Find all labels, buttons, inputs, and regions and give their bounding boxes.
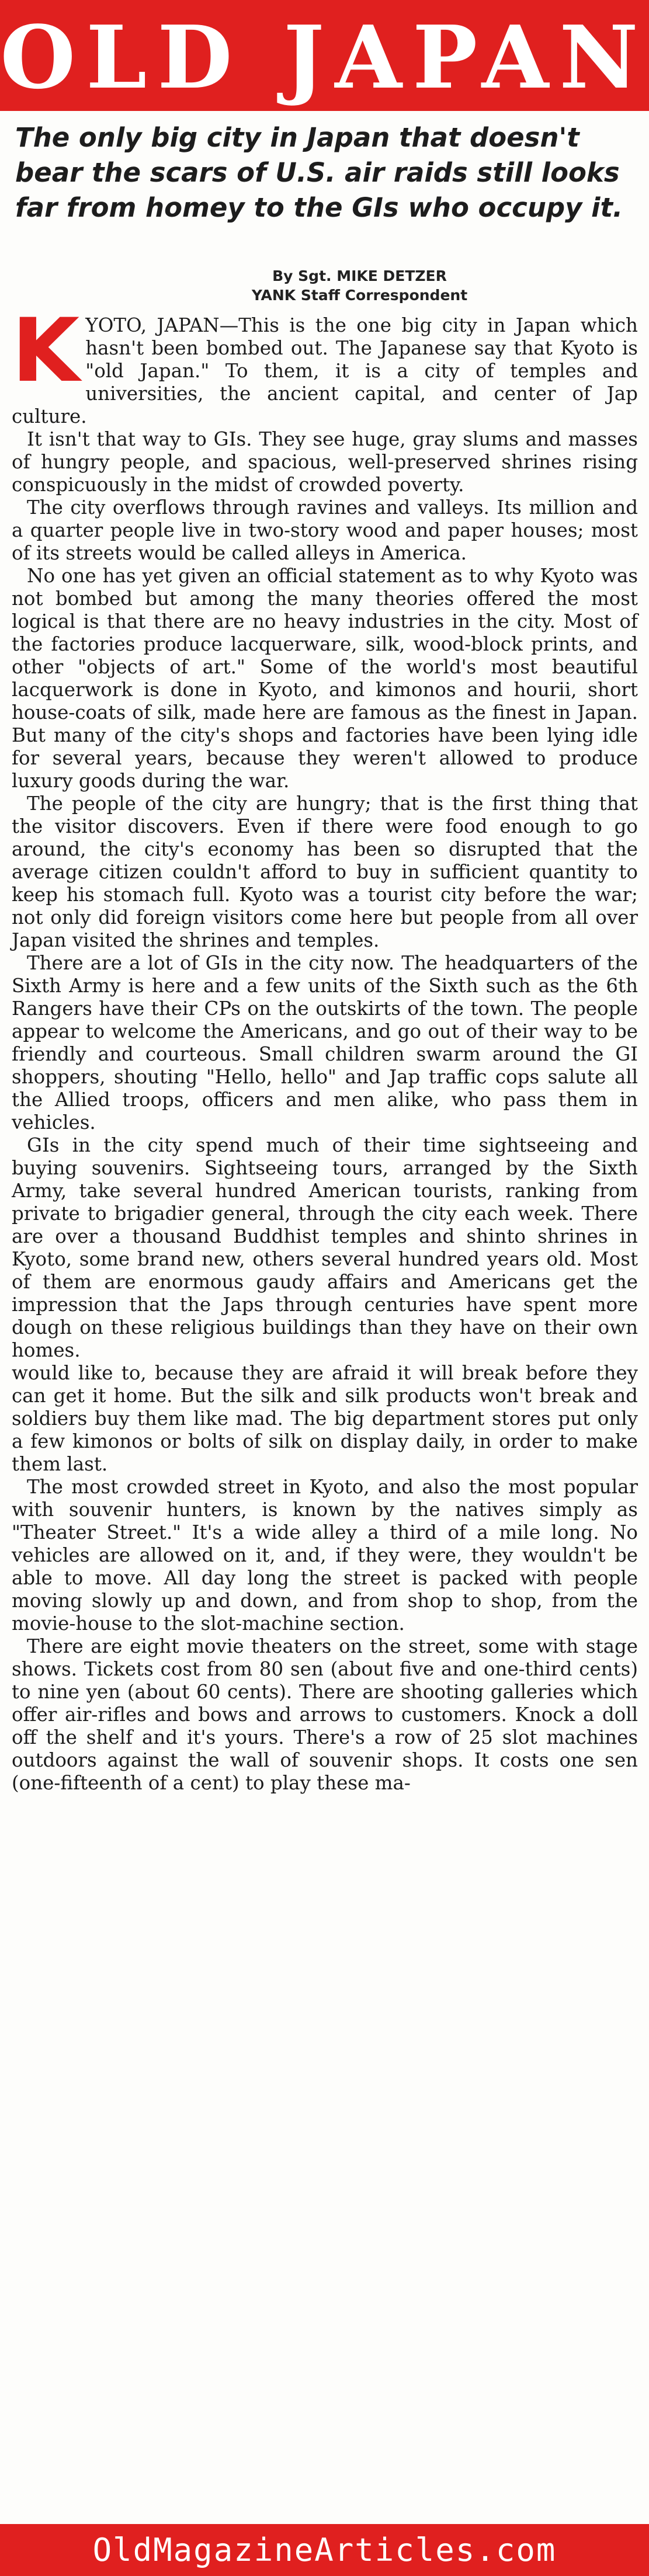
article-paragraph: The city overflows through ravines and valleys. Its million and a quarter people live in two-story wood and paper houses; most of its streets would be called alleys in America. (12, 496, 638, 564)
paragraph-text: —This is the one big city in Japan which hasn't been bombed out. The Japanese say that Kyoto is "old Japan." To them, it is a city of temples and universities, the ancient capital, and center of Jap culture. (12, 314, 638, 427)
article-paragraph: There are eight movie theaters on the street, some with stage shows. Tickets cost from 80 sen (about five and one-third cents) to nine yen (about 60 cents). There are shooting galleries which offer air-rifles and bows and arrows to customers. Knock a doll off the shelf and it's yours. There's a row of 25 slot machines outdoors against the wall of souvenir shops. It costs one sen (one-fifteenth of a cent) to play these ma- (12, 1635, 638, 1794)
byline-author: By Sgt. MIKE DETZER (272, 267, 447, 284)
article-paragraph: No one has yet given an official statement as to why Kyoto was not bombed but among the many theories offered the most logical is that there are no heavy industries in the city. Most of the factories produce lacquerware, silk, wood-block prints, and other "objects of art." Some of the world's most beautiful lacquerwork is done in Kyoto, and kimonos and hourii, short house-coats of silk, made here are famous as the finest in Japan. But many of the city's shops and factories have been lying idle for several years, because they weren't allowed to produce luxury goods during the war. (12, 565, 638, 792)
title-banner (0, 0, 649, 111)
article-paragraph: The people of the city are hungry; that is the first thing that the visitor discovers. Even if there were food enough to go around, the city's economy has been so disrupted that the average citizen couldn't afford to buy in sufficient quantity to keep his stomach full. Kyoto was a tourist city before the war; not only did foreign visitors come here but people from all over Japan visited the shrines and temples. (12, 792, 638, 951)
article-paragraph: The most crowded street in Kyoto, and also the most popular with souvenir hunters, is known by the natives simply as "Theater Street." It's a wide alley a third of a mile long. No vehicles are allowed on it, and, if they were, they wouldn't be able to move. All day long the street is packed with people moving slowly up and down, and from shop to shop, from the movie-house to the slot-machine section. (12, 1476, 638, 1635)
article-paragraph: GIs in the city spend much of their time sightseeing and buying souvenirs. Sightseeing tours, arranged by the Sixth Army, take several hundred American tourists, ranking from private to brigadier general, through the city each week. There are over a thousand Buddhist temples and shinto shrines in Kyoto, some brand new, others several hundred years old. Most of them are enormous gaudy affairs and Americans get the impression that the Japs through centuries have spent more dough on these religious buildings than they have on their own homes. (12, 1134, 638, 1361)
byline (0, 266, 649, 305)
article-paragraph: would like to, because they are afraid it will break before they can get it home. But the silk and silk products won't break and soldiers buy them like mad. The big department stores put only a few kimonos or bolts of silk on display daily, in order to make them last. (12, 1362, 638, 1475)
site-watermark: OldMagazineArticles.com (92, 2532, 557, 2568)
article-paragraph-1 (12, 300, 638, 428)
article-body (12, 300, 638, 1795)
article-deck: The only big city in Japan that doesn't bear the scars of U.S. air raids still looks far from homey to the GIs who occupy it. (15, 122, 623, 223)
footer-banner (0, 2524, 649, 2576)
byline-role: YANK Staff Correspondent (251, 287, 468, 304)
article-paragraph: It isn't that way to GIs. They see huge, gray slums and masses of hungry people, and spacious, well-preserved shrines rising conspicuously in the midst of crowded poverty. (12, 428, 638, 496)
drop-cap: K (12, 300, 80, 402)
dateline: YOTO, JAPAN (85, 314, 220, 336)
article-title: OLD JAPAN (0, 6, 649, 108)
article-paragraph: There are a lot of GIs in the city now. The headquarters of the Sixth Army is here and a few units of the Sixth such as the 6th Rangers have their CPs on the outskirts of the town. The people appear to welcome the Americans, and go out of their way to be friendly and courteous. Small children swarm around the GI shoppers, shouting "Hello, hello" and Jap traffic cops salute all the Allied troops, officers and men alike, who pass them in vehicles. (12, 952, 638, 1134)
